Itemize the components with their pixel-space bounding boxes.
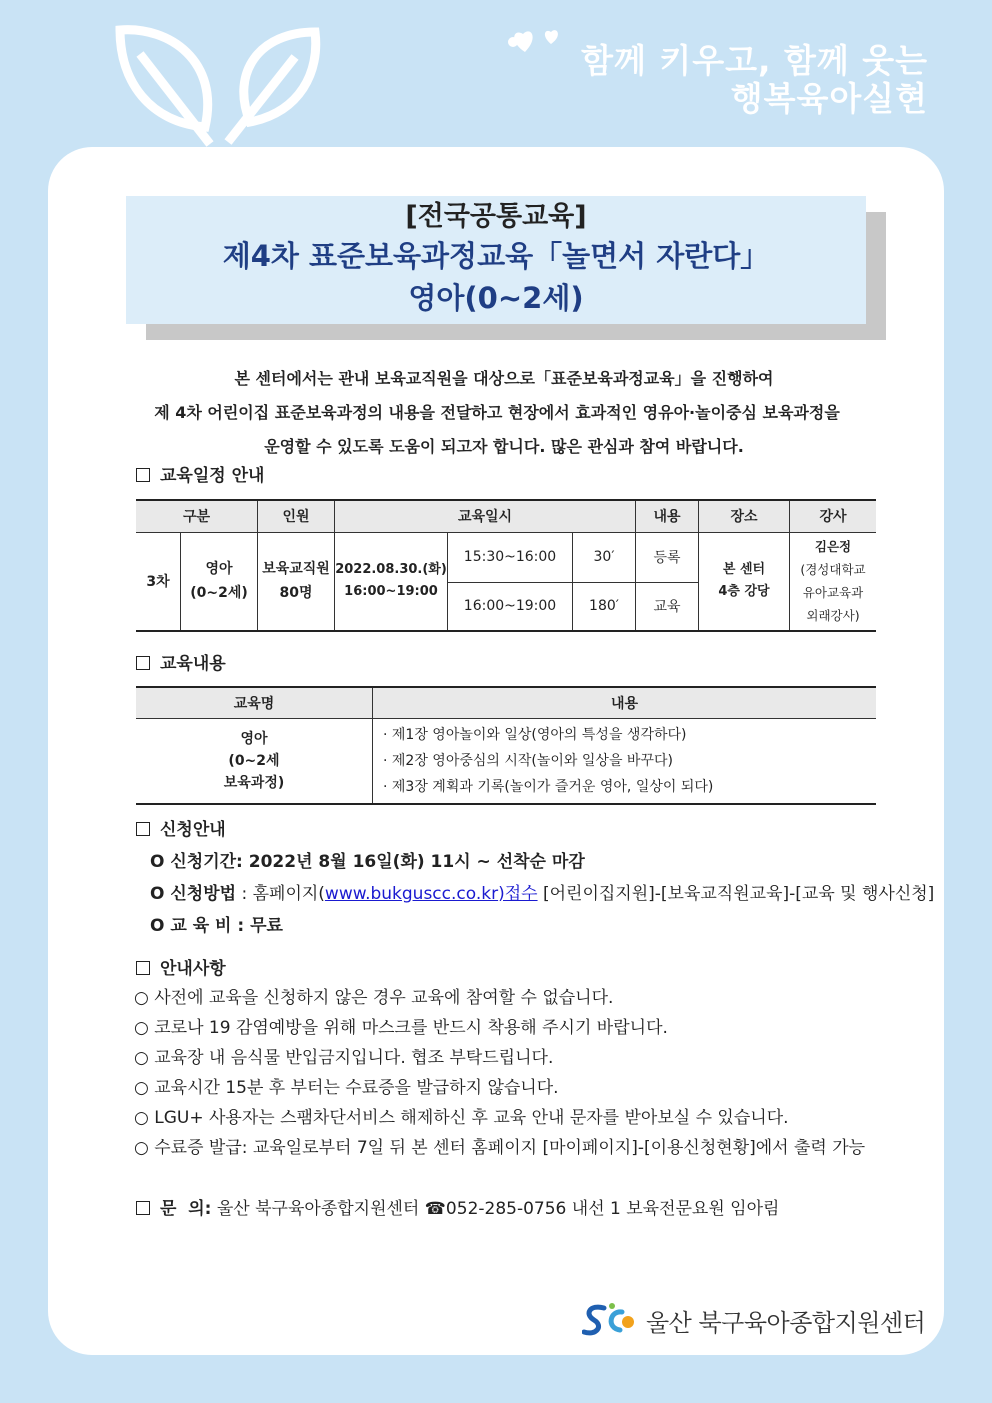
- time-text: 16:00~19:00: [344, 584, 438, 600]
- apply-section: [150, 846, 934, 942]
- checkbox-square-icon: [136, 468, 150, 482]
- header-category: 구분: [136, 500, 258, 532]
- target-cell: [181, 532, 258, 631]
- people-line1: 보육교직원: [262, 561, 330, 578]
- course-item: · 제1장 영아놀이와 일상(영아의 특성을 생각하다): [383, 727, 687, 743]
- footer-org-name: 울산 북구육아종합지원센터: [646, 1308, 926, 1337]
- leaf-decoration-icon: [110, 12, 330, 156]
- apply-method-label: O 신청방법: [150, 884, 237, 904]
- notes-heading: [136, 954, 226, 979]
- title-line3: 영아(0~2세): [408, 281, 584, 315]
- lecturer-line4: 외래강사): [806, 608, 860, 624]
- notes-heading-text: 안내사항: [160, 959, 226, 979]
- course-name-cell: [136, 719, 373, 805]
- slot1-content: 등록: [636, 532, 699, 582]
- date-text: 2022.08.30.(화): [335, 562, 447, 578]
- contents-header-name: 교육명: [136, 687, 373, 719]
- checkbox-square-icon: [136, 1201, 150, 1215]
- notes-list: [134, 983, 865, 1163]
- course-items-cell: [373, 719, 877, 805]
- schedule-heading-text: 교육일정 안내: [160, 466, 265, 486]
- slot1-minutes: 30′: [573, 532, 636, 582]
- lecturer-name: 김은정: [814, 539, 852, 555]
- contact-label: 문 의:: [160, 1199, 212, 1219]
- note-item: ○ 교육장 내 음식물 반입금지입니다. 협조 부탁드립니다.: [134, 1048, 554, 1068]
- contents-heading: [136, 649, 226, 674]
- intro-text: [120, 362, 888, 464]
- contents-table: [136, 686, 876, 805]
- target-line1: 영아: [205, 561, 233, 578]
- header-place: 장소: [699, 500, 790, 532]
- round-cell: 3차: [136, 532, 181, 631]
- apply-fee: O 교 육 비 : 무료: [150, 916, 283, 936]
- contact-text: 울산 북구육아종합지원센터 ☎052-285-0756 내선 1 보육전문요원 임아림: [211, 1199, 780, 1219]
- slogan-line2: 행복육아실현: [730, 79, 928, 118]
- schedule-table: [136, 499, 876, 632]
- place-line2: 4층 강당: [718, 584, 770, 600]
- note-item: ○ 사전에 교육을 신청하지 않은 경우 교육에 참여할 수 없습니다.: [134, 988, 614, 1008]
- note-item: ○ 코로나 19 감염예방을 위해 마스크를 반드시 착용해 주시기 바랍니다.: [134, 1018, 668, 1038]
- apply-heading: [136, 815, 226, 840]
- schedule-heading: [136, 461, 264, 486]
- slot2-time: 16:00~19:00: [448, 582, 573, 631]
- slogan-line1: 함께 키우고, 함께 웃는: [581, 41, 928, 80]
- intro-line1: 본 센터에서는 관내 보육교직원을 대상으로「표준보육과정교육」을 진행하여: [234, 369, 774, 388]
- header-datetime: 교육일시: [335, 500, 636, 532]
- place-cell: [699, 532, 790, 631]
- note-item: ○ 교육시간 15분 후 부터는 수료증을 발급하지 않습니다.: [134, 1078, 559, 1098]
- title-line1: [전국공통교육]: [405, 201, 587, 232]
- apply-method-post[interactable]: )접수: [498, 884, 538, 904]
- place-line1: 본 센터: [722, 562, 766, 578]
- slot1-time: 15:30~16:00: [448, 532, 573, 582]
- homepage-link[interactable]: www.bukguscc.co.kr: [324, 884, 499, 904]
- date-cell: [335, 532, 448, 631]
- intro-line2: 제 4차 어린이집 표준보육과정의 내용을 전달하고 현장에서 효과적인 영유아·놀이중심 보육과정을: [154, 403, 840, 422]
- footer-logo: [582, 1300, 925, 1340]
- header-people: 인원: [258, 500, 335, 532]
- course-name-line2: (0~2세: [228, 753, 280, 769]
- slogan: [581, 42, 928, 118]
- header-lecturer: 강사: [790, 500, 877, 532]
- header-content: 내용: [636, 500, 699, 532]
- course-item: · 제3장 계획과 기록(놀이가 즐거운 영아, 일상이 되다): [383, 779, 714, 795]
- note-item: ○ 수료증 발급: 교육일로부터 7일 뒤 본 센터 홈페이지 [마이페이지]-[이용신청현황]에서 출력 가능: [134, 1138, 866, 1158]
- checkbox-square-icon: [136, 822, 150, 836]
- apply-method-pre: : 홈페이지(: [236, 884, 325, 904]
- checkbox-square-icon: [136, 656, 150, 670]
- slot2-content: 교육: [636, 582, 699, 631]
- checkbox-square-icon: [136, 961, 150, 975]
- apply-heading-text: 신청안내: [160, 820, 226, 840]
- note-item: ○ LGU+ 사용자는 스팸차단서비스 해제하신 후 교육 안내 문자를 받아보실 수 있습니다.: [134, 1108, 789, 1128]
- lecturer-cell: [790, 532, 877, 631]
- intro-line3: 운영할 수 있도록 도움이 되고자 합니다. 많은 관심과 참여 바랍니다.: [264, 437, 744, 456]
- lecturer-line2: (경성대학교: [800, 562, 866, 578]
- course-item: · 제2장 영아중심의 시작(놀이와 일상을 바꾸다): [383, 753, 673, 769]
- contact-line: [136, 1194, 779, 1219]
- center-logo-icon: [582, 1300, 638, 1340]
- people-cell: [258, 532, 335, 631]
- course-name-line1: 영아: [240, 731, 268, 747]
- apply-method-path: [어린이집지원]-[보육교직원교육]-[교육 및 행사신청]: [537, 884, 935, 904]
- slot2-minutes: 180′: [573, 582, 636, 631]
- people-line2: 80명: [279, 585, 313, 602]
- hearts-icon: [505, 22, 575, 66]
- lecturer-line3: 유아교육과: [802, 585, 864, 601]
- contents-heading-text: 교육내용: [160, 654, 226, 674]
- apply-period: O 신청기간: 2022년 8월 16일(화) 11시 ~ 선착순 마감: [150, 852, 585, 872]
- apply-method: [150, 878, 934, 910]
- title-line2: 제4차 표준보육과정교육「놀면서 자란다」: [222, 239, 770, 273]
- title-box: [126, 196, 866, 324]
- contents-header-detail: 내용: [373, 687, 877, 719]
- target-line2: (0~2세): [190, 585, 248, 602]
- course-name-line3: 보육과정): [223, 775, 285, 791]
